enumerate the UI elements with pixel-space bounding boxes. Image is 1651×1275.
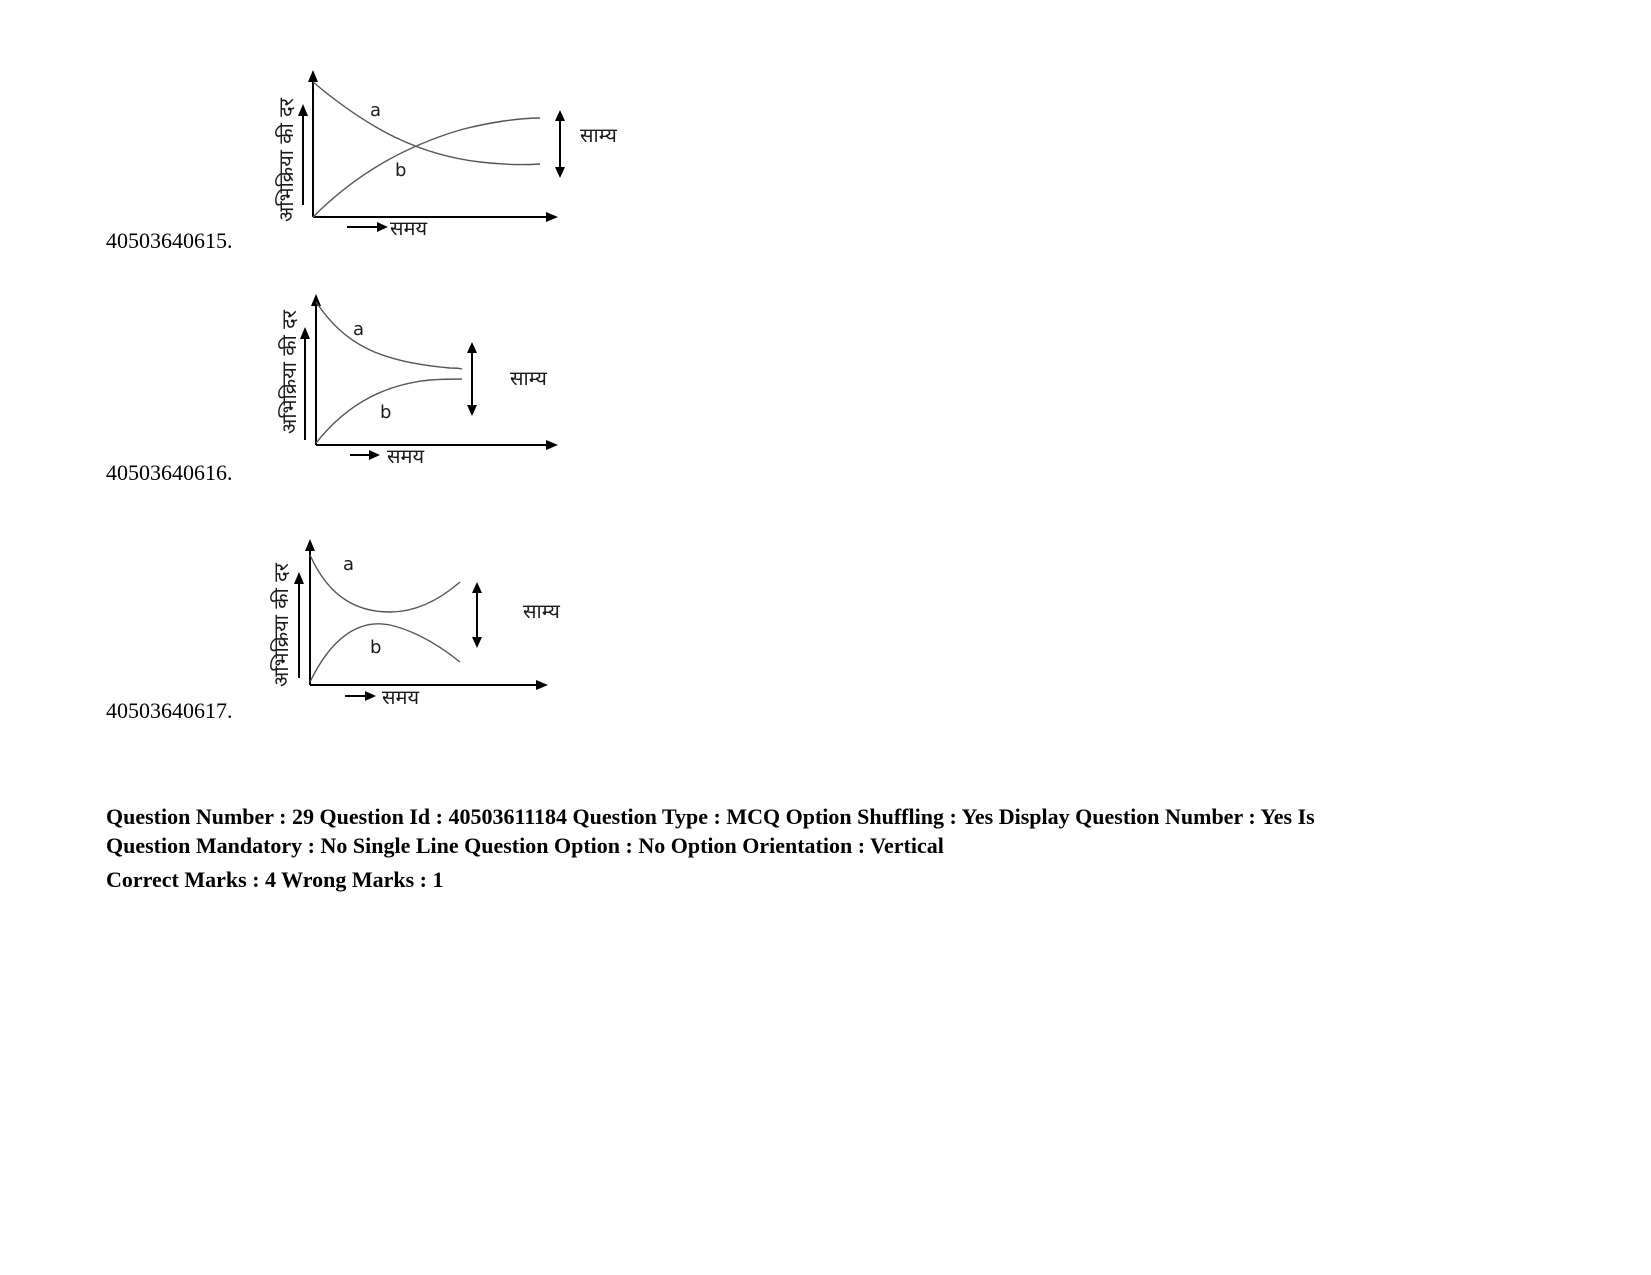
option-id-1: 40503640615. (106, 228, 233, 253)
question-meta-line-2: Question Mandatory : No Single Line Question Option : No Option Orientation : Vertical (106, 833, 944, 858)
curve-label-b: b (380, 402, 392, 423)
curve-label-a: a (353, 319, 365, 340)
equilibrium-label: साम्य (580, 123, 617, 147)
option-graph-3 (250, 520, 650, 710)
option-id-2: 40503640616. (106, 460, 233, 485)
graph-xlabel: समय (382, 685, 420, 709)
curve-label-b: b (370, 637, 382, 658)
curve-label-a: a (370, 100, 382, 121)
graph-xlabel: समय (387, 444, 425, 468)
option-graph-2 (250, 290, 650, 480)
option-id-3: 40503640617. (106, 698, 233, 723)
curve-label-a: a (343, 554, 355, 575)
option-graph-1 (250, 60, 650, 250)
graph-xlabel: समय (390, 216, 428, 240)
equilibrium-label: साम्य (523, 599, 560, 623)
graph-ylabel: अभिक्रिया की दर (269, 563, 293, 687)
question-meta-line-1: Question Number : 29 Question Id : 40503611184 Question Type : MCQ Option Shuffling : Yes Display Question Number : Yes Is (106, 804, 1315, 829)
graph-ylabel: अभिक्रिया की दर (274, 98, 298, 222)
equilibrium-label: साम्य (510, 366, 547, 390)
question-marks: Correct Marks : 4 Wrong Marks : 1 (106, 867, 444, 892)
question-meta (106, 802, 1566, 894)
graph-ylabel: अभिक्रिया की दर (277, 310, 301, 434)
curve-label-b: b (395, 160, 407, 181)
